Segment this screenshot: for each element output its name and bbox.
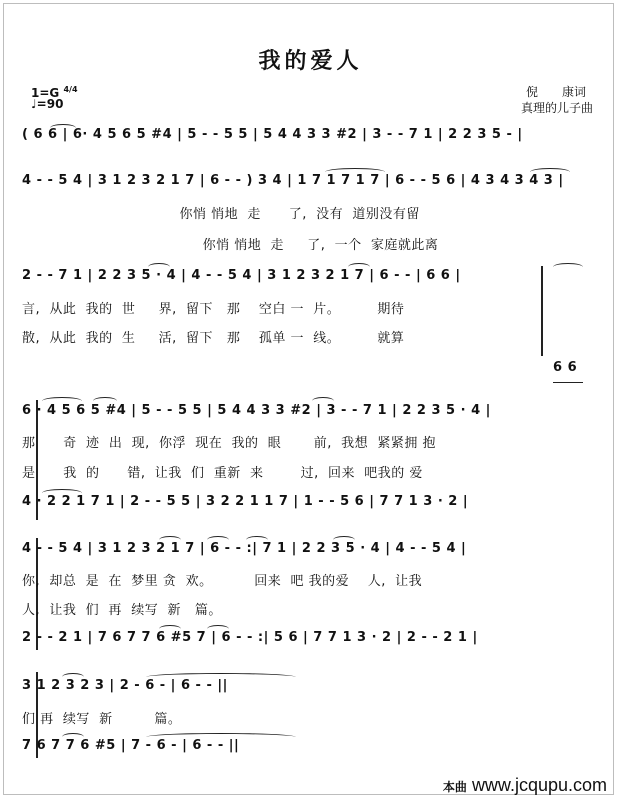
time-signature: 4/4	[63, 85, 78, 94]
lyric-line-2: 散, 从此 我的 生 活, 留下 那 孤单 一 线。 就算	[22, 331, 405, 346]
slur-mark	[62, 673, 84, 681]
slur-mark	[159, 536, 181, 544]
slur-mark	[207, 625, 229, 633]
lyricist-credit: 倪 康词	[525, 85, 586, 99]
tie-mark	[553, 382, 583, 383]
key-label: 1=G	[31, 86, 60, 100]
lyric-line-2: 人, 让我 们 再 续写 新 篇。	[22, 603, 222, 618]
system-brace	[541, 266, 543, 356]
lyric-line-2: 是 我 的 错, 让我 们 重新 来 过, 回来 吧我的 爱	[22, 466, 423, 481]
lower-notation-line: 2 - - 2 1 | 7 6 7 7 6 #5 7 | 6 - - :| 5 6 | 7 7 1 3 · 2 | 2 - - 2 1 |	[22, 630, 478, 645]
slur-mark	[312, 397, 334, 405]
slur-mark	[246, 536, 268, 544]
lyric-line-1: 你, 却总 是 在 梦里 贪 欢。 回来 吧 我的爱 人, 让我	[22, 574, 423, 589]
slur-mark	[530, 168, 570, 176]
composer-credit: 真理的儿子曲	[520, 101, 593, 115]
lower-notation-line: 6 6	[553, 360, 578, 375]
slur-mark	[93, 397, 117, 405]
lyric-line-1: 那 奇 迹 出 现, 你浮 现在 我的 眼 前, 我想 紧紧拥 抱	[22, 436, 436, 451]
notation-line: 6 · 4 5 6 5 #4 | 5 - - 5 5 | 5 4 4 3 3 #2 | 3 - - 7 1 | 2 2 3 5 · 4 |	[22, 403, 491, 418]
lower-notation-line: 4 · 2 2 1 7 1 | 2 - - 5 5 | 3 2 2 1 1 7 | 1 - - 5 6 | 7 7 1 3 · 2 |	[22, 494, 469, 509]
tie-mark	[42, 397, 82, 405]
tie-mark	[146, 673, 296, 681]
notation-line: 3 1 2 3 2 3 | 2 - 6 - | 6 - - ||	[22, 678, 228, 693]
lyric-line-1: 们 再 续写 新 篇。	[22, 712, 182, 727]
lyric-line-1: 你悄 悄地 走 了, 没有 道别没有留	[22, 207, 420, 222]
slur-mark	[333, 536, 355, 544]
tie-mark	[146, 733, 296, 741]
notation-line: 4 - - 5 4 | 3 1 2 3 2 1 7 | 6 - - :| 7 1 | 2 2 3 5 · 4 | 4 - - 5 4 |	[22, 541, 467, 556]
slur-mark	[62, 733, 84, 741]
slur-mark	[148, 263, 170, 271]
site-watermark	[443, 775, 607, 796]
slur-mark	[325, 168, 385, 176]
lyric-line-2: 你悄 悄地 走 了, 一个 家庭就此离	[22, 238, 439, 253]
tie-mark	[553, 263, 583, 271]
tie-mark	[50, 124, 76, 132]
notation-line: 4 - - 5 4 | 3 1 2 3 2 1 7 | 6 - - ) 3 4 | 1 7 1 7 1 7 | 6 - - 5 6 | 4 3 4 3 4 3 |	[22, 173, 564, 188]
song-title: 我的爱人	[258, 48, 363, 74]
notation-line: 2 - - 7 1 | 2 2 3 5 · 4 | 4 - - 5 4 | 3 1 2 3 2 1 7 | 6 - - | 6 6 |	[22, 268, 461, 283]
footer-site: www.jcqupu.com	[471, 775, 607, 795]
lyric-line-1: 言, 从此 我的 世 界, 留下 那 空白 一 片。 期待	[22, 302, 405, 317]
slur-mark	[159, 625, 181, 633]
notation-line: ( 6 6 | 6· 4 5 6 5 #4 | 5 - - 5 5 | 5 4 4 3 3 #2 | 3 - - 7 1 | 2 2 3 5 - |	[22, 127, 523, 142]
footer-prefix: 本曲	[442, 780, 467, 794]
slur-mark	[348, 263, 370, 271]
tempo-marking: ♩=90	[31, 97, 64, 111]
lower-notation-line: 7 6 7 7 6 #5 | 7 - 6 - | 6 - - ||	[22, 738, 240, 753]
tie-mark	[42, 489, 82, 497]
slur-mark	[207, 536, 229, 544]
